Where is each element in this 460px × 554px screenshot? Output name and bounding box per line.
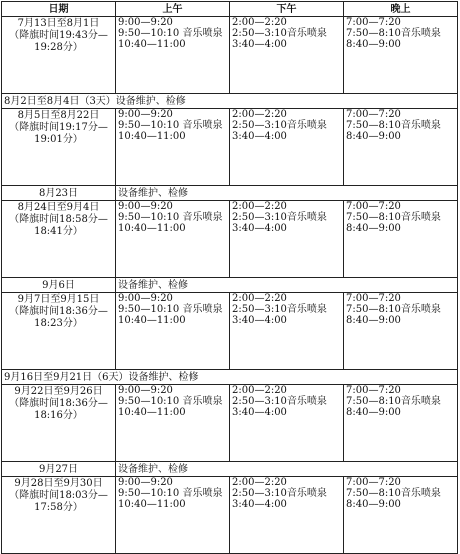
date-range: 8月24日至9月4日 [17, 202, 100, 213]
morning-slots-cell [116, 201, 230, 278]
time-slot: 10:40—11:00 [118, 223, 186, 234]
date-range-cell [2, 201, 116, 278]
time-slot: 9:50—10:10 音乐喷泉 [118, 28, 223, 39]
time-slot: 2:00—2:20 [232, 385, 287, 396]
flag-lowering-time: （降旗时间18:36分—18:23分） [9, 306, 108, 329]
maintenance-text: 设备维护、检修 [116, 462, 458, 477]
maintenance-row [2, 462, 458, 477]
evening-slots-cell [344, 477, 458, 554]
afternoon-slots-cell [230, 293, 344, 370]
time-slot: 9:50—10:10 音乐喷泉 [118, 120, 223, 131]
time-slot: 9:00—9:20 [118, 201, 173, 212]
time-slot: 9:50—10:10 音乐喷泉 [118, 304, 223, 315]
time-slot: 8:40—9:00 [346, 39, 401, 50]
time-slot: 10:40—11:00 [118, 131, 186, 142]
schedule-row [2, 293, 458, 370]
maintenance-date: 9月27日 [2, 462, 116, 477]
time-slot: 7:00—7:20 [346, 109, 401, 120]
header-morning: 上午 [116, 2, 230, 17]
time-slot: 2:50—3:10音乐喷泉 [232, 488, 327, 499]
date-range: 9月22日至9月26日 [14, 386, 103, 397]
time-slot: 3:40—4:00 [232, 39, 287, 50]
header-row [2, 2, 458, 17]
time-slot: 3:40—4:00 [232, 499, 287, 510]
time-slot: 10:40—11:00 [118, 499, 186, 510]
morning-slots-cell [116, 293, 230, 370]
date-range-cell [2, 17, 116, 94]
time-slot: 2:50—3:10音乐喷泉 [232, 120, 327, 131]
time-slot: 7:50—8:10音乐喷泉 [346, 120, 441, 131]
time-slot: 3:40—4:00 [232, 315, 287, 326]
time-slot: 2:00—2:20 [232, 293, 287, 304]
maintenance-row [2, 186, 458, 201]
date-range: 9月28日至9月30日 [14, 478, 103, 489]
time-slot: 10:40—11:00 [118, 39, 186, 50]
time-slot: 2:00—2:20 [232, 109, 287, 120]
time-slot: 2:00—2:20 [232, 201, 287, 212]
schedule-row [2, 109, 458, 186]
flag-lowering-time: （降旗时间19:43分—19:28分） [9, 30, 108, 53]
evening-slots-cell [344, 385, 458, 462]
maintenance-text: 8月2日至8月4日（3天）设备维护、检修 [2, 94, 458, 109]
time-slot: 9:50—10:10 音乐喷泉 [118, 396, 223, 407]
time-slot: 7:00—7:20 [346, 17, 401, 28]
time-slot: 9:00—9:20 [118, 17, 173, 28]
time-slot: 7:50—8:10音乐喷泉 [346, 396, 441, 407]
time-slot: 8:40—9:00 [346, 131, 401, 142]
evening-slots-cell [344, 109, 458, 186]
time-slot: 7:00—7:20 [346, 385, 401, 396]
header-evening: 晚上 [344, 2, 458, 17]
maintenance-text: 设备维护、检修 [116, 186, 458, 201]
time-slot: 9:50—10:10 音乐喷泉 [118, 212, 223, 223]
time-slot: 8:40—9:00 [346, 223, 401, 234]
afternoon-slots-cell [230, 17, 344, 94]
time-slot: 9:00—9:20 [118, 385, 173, 396]
date-range-cell [2, 385, 116, 462]
time-slot: 9:50—10:10 音乐喷泉 [118, 488, 223, 499]
maintenance-date: 8月23日 [2, 186, 116, 201]
flag-lowering-time: （降旗时间18:36分—18:16分） [9, 398, 108, 421]
time-slot: 2:00—2:20 [232, 477, 287, 488]
date-range: 7月13日至8月1日 [17, 18, 100, 29]
time-slot: 2:00—2:20 [232, 17, 287, 28]
afternoon-slots-cell [230, 385, 344, 462]
maintenance-row [2, 278, 458, 293]
time-slot: 10:40—11:00 [118, 315, 186, 326]
time-slot: 8:40—9:00 [346, 499, 401, 510]
maintenance-text: 9月16日至9月21日（6天）设备维护、检修 [2, 370, 458, 385]
time-slot: 2:50—3:10音乐喷泉 [232, 28, 327, 39]
morning-slots-cell [116, 385, 230, 462]
time-slot: 7:00—7:20 [346, 477, 401, 488]
time-slot: 3:40—4:00 [232, 131, 287, 142]
schedule-body [2, 2, 458, 554]
header-afternoon: 下午 [230, 2, 344, 17]
header-date: 日期 [2, 2, 116, 17]
schedule-row [2, 477, 458, 554]
schedule-row [2, 201, 458, 278]
date-range-cell [2, 109, 116, 186]
time-slot: 7:50—8:10音乐喷泉 [346, 304, 441, 315]
time-slot: 2:50—3:10音乐喷泉 [232, 304, 327, 315]
maintenance-text: 设备维护、检修 [116, 278, 458, 293]
time-slot: 9:00—9:20 [118, 477, 173, 488]
date-range: 9月7日至9月15日 [17, 294, 100, 305]
maintenance-row [2, 94, 458, 109]
time-slot: 9:00—9:20 [118, 293, 173, 304]
time-slot: 10:40—11:00 [118, 407, 186, 418]
afternoon-slots-cell [230, 201, 344, 278]
time-slot: 7:50—8:10音乐喷泉 [346, 28, 441, 39]
time-slot: 8:40—9:00 [346, 315, 401, 326]
time-slot: 2:50—3:10音乐喷泉 [232, 212, 327, 223]
time-slot: 9:00—9:20 [118, 109, 173, 120]
flag-lowering-time: （降旗时间19:17分—19:01分） [9, 122, 108, 145]
time-slot: 3:40—4:00 [232, 223, 287, 234]
morning-slots-cell [116, 477, 230, 554]
afternoon-slots-cell [230, 477, 344, 554]
time-slot: 3:40—4:00 [232, 407, 287, 418]
morning-slots-cell [116, 17, 230, 94]
time-slot: 7:00—7:20 [346, 293, 401, 304]
schedule-row [2, 385, 458, 462]
date-range: 8月5日至8月22日 [17, 110, 100, 121]
date-range-cell [2, 293, 116, 370]
evening-slots-cell [344, 17, 458, 94]
morning-slots-cell [116, 109, 230, 186]
evening-slots-cell [344, 201, 458, 278]
flag-lowering-time: （降旗时间18:58分—18:41分） [9, 214, 108, 237]
maintenance-date: 9月6日 [2, 278, 116, 293]
time-slot: 2:50—3:10音乐喷泉 [232, 396, 327, 407]
flag-lowering-time: （降旗时间18:03分—17:58分） [9, 490, 108, 513]
maintenance-row [2, 370, 458, 385]
time-slot: 8:40—9:00 [346, 407, 401, 418]
schedule-row [2, 17, 458, 94]
schedule-table [1, 1, 458, 554]
date-range-cell [2, 477, 116, 554]
time-slot: 7:50—8:10音乐喷泉 [346, 488, 441, 499]
time-slot: 7:50—8:10音乐喷泉 [346, 212, 441, 223]
afternoon-slots-cell [230, 109, 344, 186]
time-slot: 7:00—7:20 [346, 201, 401, 212]
evening-slots-cell [344, 293, 458, 370]
